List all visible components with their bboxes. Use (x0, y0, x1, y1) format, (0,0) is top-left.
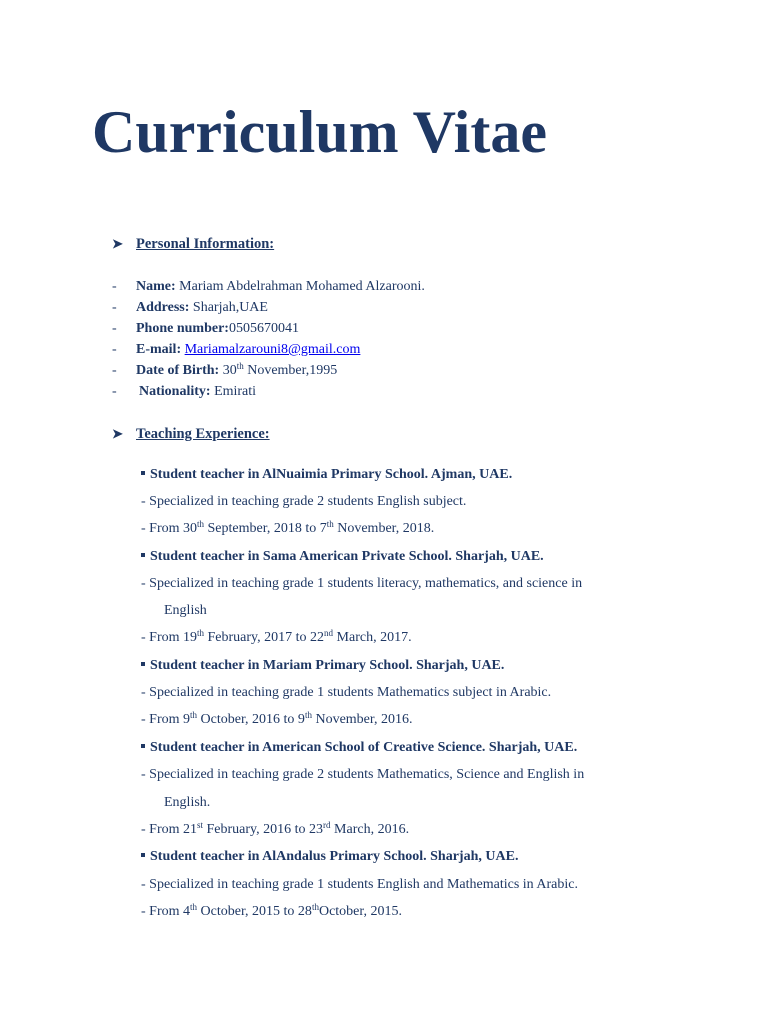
field-label: Address: (136, 300, 190, 315)
experience-dates: - From 30th September, 2018 to 7th November, 2018. (141, 519, 435, 536)
field-value: Mariam Abdelrahman Mohamed Alzarooni. (175, 279, 425, 294)
experience-dates: - From 19th February, 2017 to 22nd March, 2017. (141, 628, 412, 645)
field-value: Sharjah,UAE (189, 300, 268, 315)
experience-spec: - Specialized in teaching grade 1 students literacy, mathematics, and science in (141, 576, 583, 591)
square-bullet-icon (141, 853, 145, 857)
email-link[interactable]: Mariamalzarouni8@gmail.com (184, 342, 361, 357)
page-title: Curriculum Vitae (92, 99, 547, 165)
square-bullet-icon (141, 744, 145, 748)
section-label: Personal Information: (136, 236, 275, 252)
square-bullet-icon (141, 662, 145, 666)
square-bullet-icon (141, 471, 145, 475)
field-label: E-mail: (136, 342, 182, 357)
experience-dates: - From 21st February, 2016 to 23rd March, 2016. (141, 820, 410, 837)
arrowhead-bullet-icon: ➤ (112, 426, 123, 441)
field-label: Date of Birth: (136, 363, 220, 378)
field-label: Name: (136, 279, 176, 294)
section-label: Teaching Experience: (136, 426, 270, 442)
cv-page: Curriculum Vitae ➤ Personal Information: - Name: Mariam Abdelrahman Mohamed Alzarooni. - Address: Sharjah,UAE - Phone number:0505670041 - E-mail: Mariamalzarouni8@gmail.com - Date of Birth: 30th November,1995 - Nationality: Emirati ➤ Teaching Experience: Student teacher in AlNuaimia Primary School. Ajman, UAE. - Specialized in teaching grade 2 students English subject. - From 30th September, 2018 to 7th November, 2018. Student teacher in Sama American Private School. Sharjah, UAE. - Specialized in teaching grade 1 students literacy, mathematics, and science in English - From 19th February, 2017 to 22nd March, 2017. Student teacher in Mariam Primary School. Sharjah, UAE. - Specialized in teaching grade 1 students Mathematics subject in Arabic. - From 9th October, 2016 to 9th November, 2016. Student teacher in American School of Creative Science. Sharjah, UAE. - Specialized in teaching grade 2 students Mathematics, Science and English in English. - From 21st February, 2016 to 23rd March, 2016. Student teacher in AlAndalus Primary School. Sharjah, UAE. - Specialized in teaching grade 1 students English and Mathematics in Arabic. - From 4th October, 2015 to 28thOctober, 2015. (0, 0, 768, 1024)
experience-dates: - From 4th October, 2015 to 28thOctober, 2015. (141, 902, 402, 919)
experience-title: Student teacher in AlNuaimia Primary School. Ajman, UAE. (141, 465, 512, 485)
experience-dates: - From 9th October, 2016 to 9th November, 2016. (141, 710, 413, 727)
experience-spec: - Specialized in teaching grade 1 students English and Mathematics in Arabic. (141, 877, 578, 892)
arrowhead-bullet-icon: ➤ (112, 236, 123, 251)
field-value: Emirati (210, 384, 257, 399)
square-bullet-icon (141, 553, 145, 557)
experience-title: Student teacher in Mariam Primary School. Sharjah, UAE. (141, 656, 504, 676)
field-label: Phone number: (136, 321, 229, 336)
experience-spec: - Specialized in teaching grade 2 students Mathematics, Science and English in (141, 767, 585, 782)
experience-spec: - Specialized in teaching grade 2 students English subject. (141, 494, 467, 509)
experience-title: Student teacher in American School of Creative Science. Sharjah, UAE. (141, 738, 577, 758)
experience-spec-continued: English (164, 603, 207, 618)
field-label: Nationality: (139, 384, 211, 399)
experience-spec: - Specialized in teaching grade 1 students Mathematics subject in Arabic. (141, 685, 552, 700)
experience-title: Student teacher in AlAndalus Primary School. Sharjah, UAE. (141, 847, 518, 867)
experience-spec-continued: English. (164, 795, 211, 810)
field-value: 0505670041 (228, 321, 299, 336)
experience-title: Student teacher in Sama American Private School. Sharjah, UAE. (141, 547, 544, 567)
